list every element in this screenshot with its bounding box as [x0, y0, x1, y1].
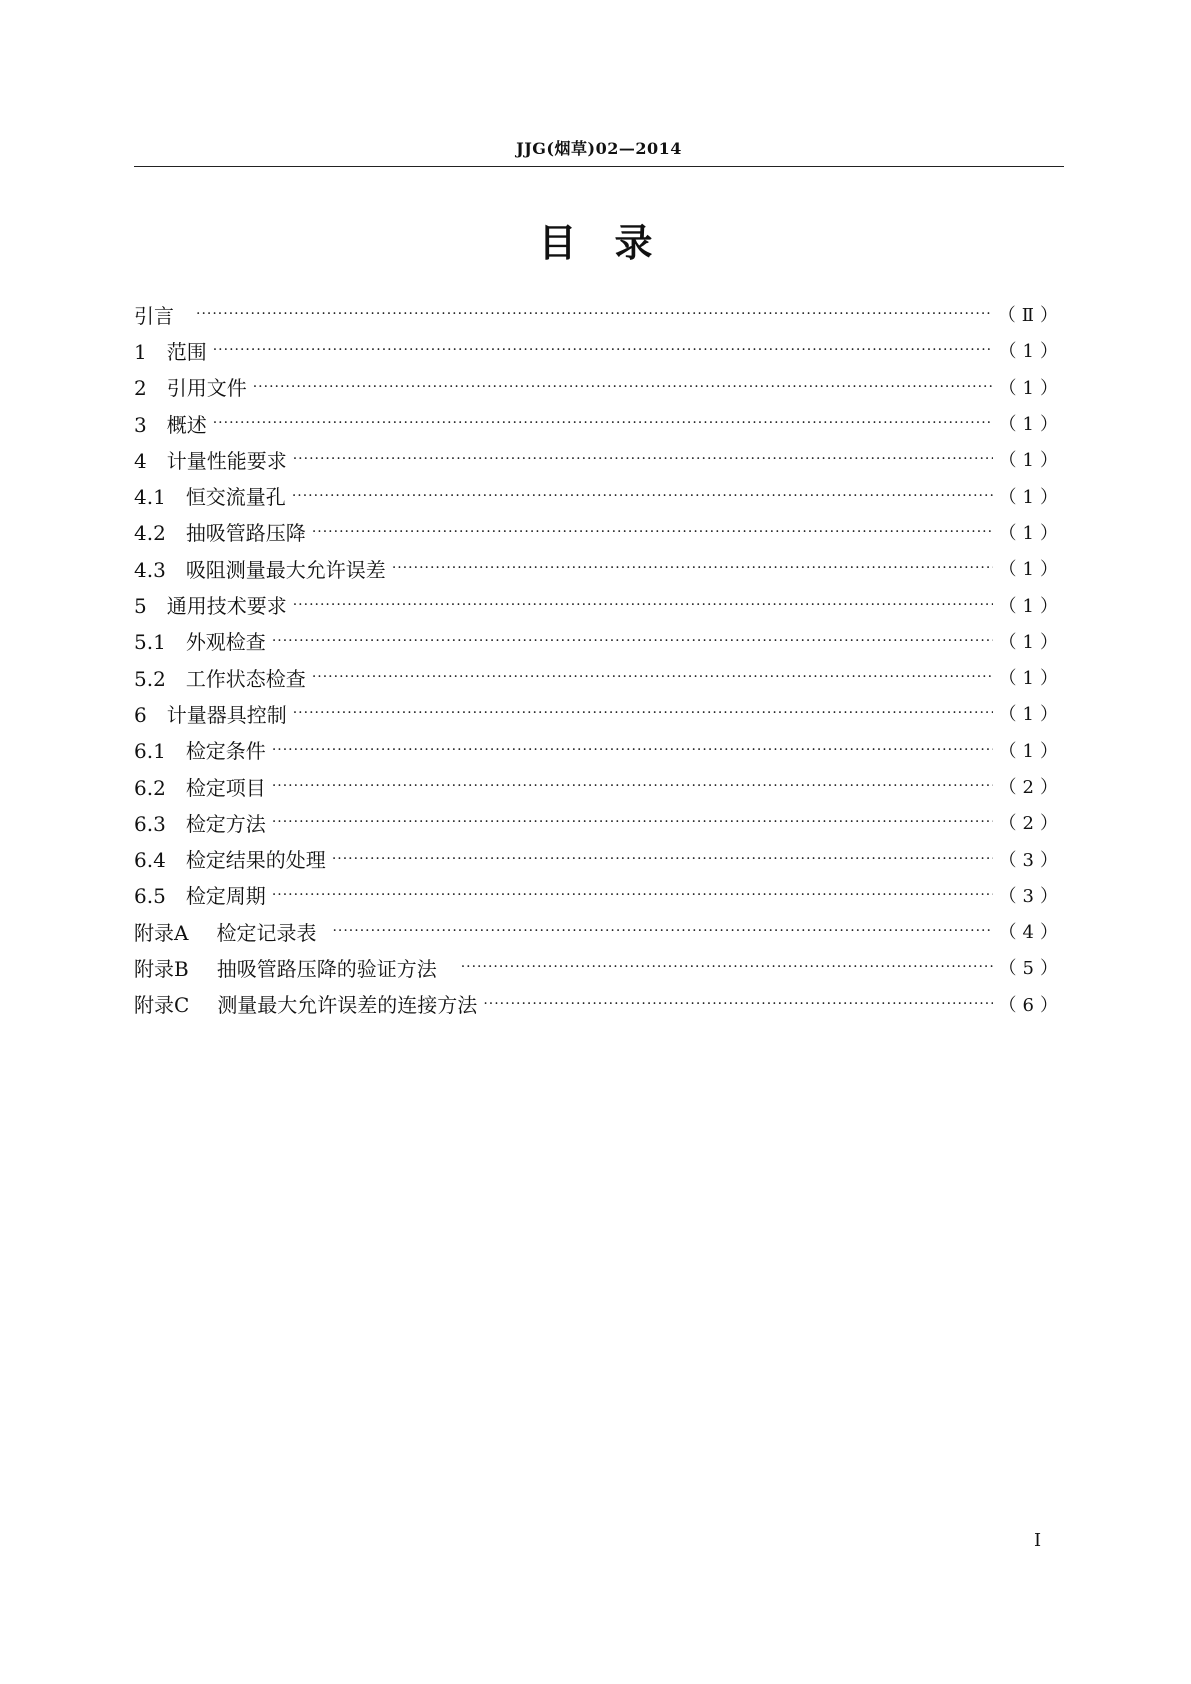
toc-entry-text: 检定条件 — [185, 739, 266, 764]
running-header: JJG(烟草)02—2014 — [516, 139, 682, 158]
toc-entry-page: （1） — [998, 377, 1064, 399]
dot-leader — [196, 306, 992, 322]
toc-entry[interactable] — [134, 986, 1064, 1022]
toc-entry-number: 4.1 — [134, 485, 166, 510]
toc-entry-page: （3） — [998, 885, 1064, 907]
toc-entry[interactable] — [134, 623, 1064, 659]
toc-entry-page: （1） — [998, 740, 1064, 762]
toc-entry-number: 5.1 — [134, 630, 166, 655]
toc-entry-page: （2） — [998, 813, 1064, 835]
toc-entry-page: （1） — [998, 522, 1064, 544]
dot-leader — [461, 959, 993, 975]
toc-entry[interactable] — [134, 913, 1064, 949]
toc-entry-text: 外观检查 — [185, 630, 266, 655]
toc-entry-page: （1） — [998, 559, 1064, 581]
toc-entry[interactable] — [134, 369, 1064, 405]
toc-entry-number: 附录A — [134, 920, 189, 945]
toc-entry-number: 2 — [134, 376, 147, 401]
toc-entry[interactable] — [134, 296, 1064, 332]
dot-leader — [312, 669, 993, 685]
toc-entry-text: 引用文件 — [166, 376, 247, 401]
toc-entry-number: 5 — [134, 594, 147, 619]
toc-entry[interactable] — [134, 695, 1064, 731]
toc-entry-text: 计量器具控制 — [166, 702, 287, 727]
toc-entry-page: （3） — [998, 849, 1064, 871]
toc-entry[interactable] — [134, 332, 1064, 368]
toc-entry-number: 6.5 — [134, 884, 166, 909]
toc-entry-number: 4.2 — [134, 521, 166, 546]
table-of-contents — [134, 296, 1064, 1022]
toc-entry-text: 概述 — [166, 412, 207, 437]
dot-leader — [332, 851, 993, 867]
toc-entry-page: （Ⅱ） — [997, 305, 1064, 327]
toc-title: 目 录 — [538, 221, 653, 265]
toc-entry-page: （4） — [998, 922, 1064, 944]
toc-entry-text: 引言 — [134, 303, 174, 328]
toc-entry[interactable] — [134, 514, 1064, 550]
toc-entry-text: 吸阻测量最大允许误差 — [185, 557, 386, 582]
toc-entry[interactable] — [134, 877, 1064, 913]
toc-entry-text: 范围 — [166, 339, 207, 364]
toc-entry-number: 5.2 — [134, 666, 166, 691]
toc-entry[interactable] — [134, 550, 1064, 586]
toc-entry-number: 6.1 — [134, 739, 166, 764]
toc-entry[interactable] — [134, 768, 1064, 804]
toc-entry-page: （6） — [998, 994, 1064, 1016]
toc-entry[interactable] — [134, 732, 1064, 768]
toc-entry-text: 检定方法 — [185, 811, 266, 836]
header-rule — [134, 166, 1064, 167]
dot-leader — [332, 923, 992, 939]
dot-leader — [253, 379, 993, 395]
toc-entry-text: 测量最大允许误差的连接方法 — [217, 993, 478, 1018]
dot-leader — [312, 524, 993, 540]
toc-entry-text: 抽吸管路压降的验证方法 — [216, 956, 437, 981]
toc-entry[interactable] — [134, 441, 1064, 477]
toc-entry-page: （1） — [998, 414, 1064, 436]
page-number: I — [1034, 1530, 1042, 1551]
toc-entry-page: （2） — [998, 777, 1064, 798]
toc-entry-number: 6.4 — [134, 848, 166, 873]
dot-leader — [293, 705, 993, 721]
toc-entry-page: （1） — [998, 704, 1064, 726]
toc-entry-number: 附录C — [134, 993, 190, 1018]
toc-entry-text: 通用技术要求 — [166, 594, 287, 619]
toc-entry-number: 6.3 — [134, 811, 166, 836]
toc-entry-number: 3 — [134, 412, 147, 437]
dot-leader — [483, 996, 992, 1012]
toc-entry-number: 4 — [134, 448, 147, 473]
dot-leader — [213, 415, 993, 431]
toc-entry-text: 检定结果的处理 — [185, 848, 326, 873]
toc-entry[interactable] — [134, 586, 1064, 622]
toc-entry-text: 工作状态检查 — [185, 666, 306, 691]
toc-entry-page: （1） — [998, 450, 1064, 472]
toc-entry-text: 检定周期 — [185, 884, 266, 909]
toc-entry[interactable] — [134, 804, 1064, 840]
dot-leader — [272, 887, 993, 903]
toc-entry-text: 检定项目 — [185, 775, 266, 800]
dot-leader — [292, 488, 993, 504]
toc-entry-text: 计量性能要求 — [166, 448, 287, 473]
dot-leader — [293, 597, 993, 613]
toc-entry[interactable] — [134, 659, 1064, 695]
dot-leader — [213, 342, 993, 358]
toc-entry-page: （1） — [998, 595, 1064, 617]
toc-entry[interactable] — [134, 949, 1064, 985]
toc-entry-page: （1） — [998, 668, 1064, 690]
toc-entry-page: （1） — [998, 486, 1064, 508]
toc-entry-number: 6.2 — [134, 775, 166, 800]
toc-entry-number: 1 — [134, 339, 147, 364]
dot-leader — [293, 451, 993, 467]
dot-leader — [272, 742, 993, 758]
toc-entry[interactable] — [134, 405, 1064, 441]
dot-leader — [392, 560, 993, 576]
toc-entry[interactable] — [134, 477, 1064, 513]
dot-leader — [272, 814, 993, 830]
toc-entry[interactable] — [134, 840, 1064, 876]
toc-entry-number: 4.3 — [134, 557, 166, 582]
toc-entry-number: 6 — [134, 702, 147, 727]
toc-entry-page: （1） — [998, 631, 1064, 653]
toc-entry-page: （1） — [998, 341, 1064, 363]
dot-leader — [272, 778, 993, 794]
toc-entry-text: 恒交流量孔 — [185, 485, 286, 510]
toc-entry-page: （5） — [998, 958, 1064, 980]
toc-entry-text: 检定记录表 — [216, 920, 317, 945]
toc-entry-number: 附录B — [134, 956, 189, 981]
dot-leader — [272, 633, 993, 649]
toc-entry-text: 抽吸管路压降 — [185, 521, 306, 546]
